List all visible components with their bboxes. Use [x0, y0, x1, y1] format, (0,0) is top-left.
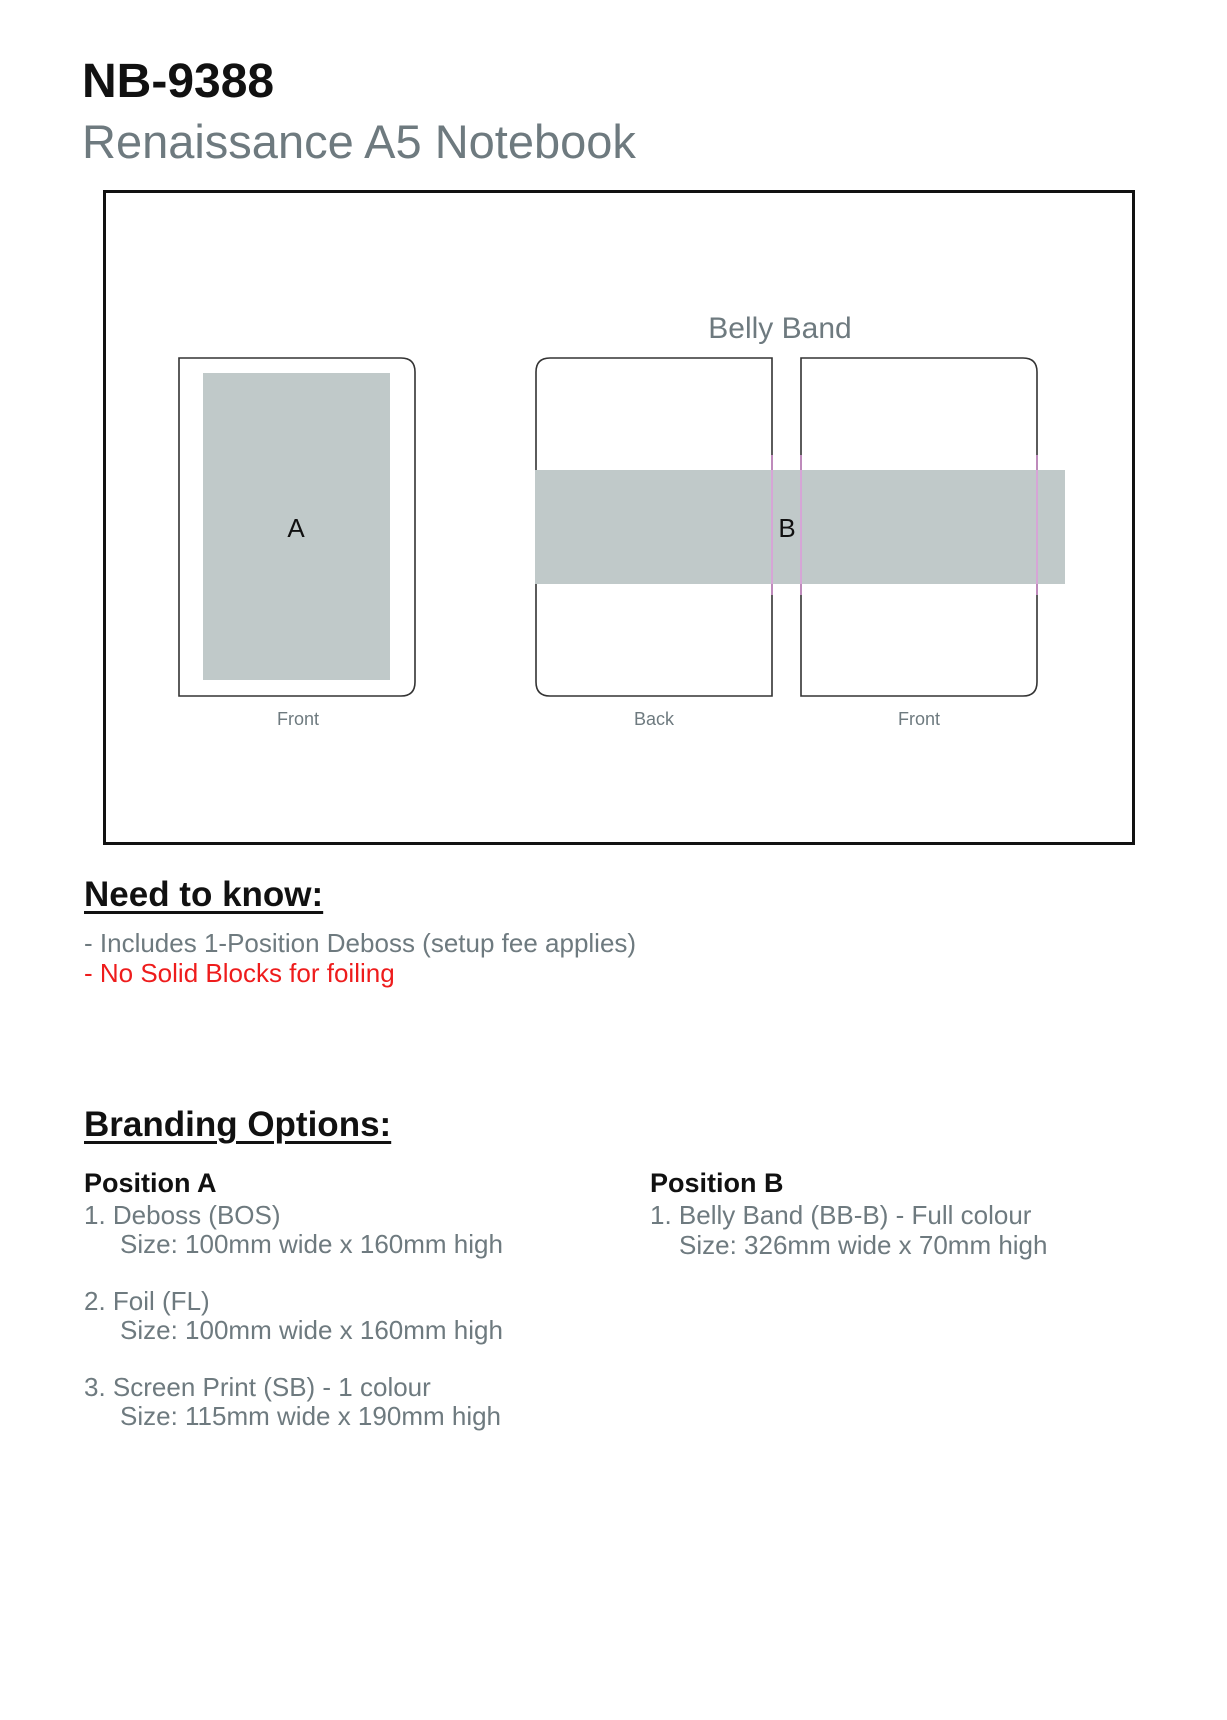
product-code: NB-9388 — [82, 55, 275, 108]
position-a-option-name: 1. Deboss (BOS) — [84, 1200, 281, 1230]
position-b-option-size: Size: 326mm wide x 70mm high — [679, 1230, 1048, 1260]
need-to-know-line: - Includes 1-Position Deboss (setup fee applies) — [84, 928, 637, 958]
need-to-know-title: Need to know: — [84, 875, 324, 914]
position-b-option-name: 1. Belly Band (BB-B) - Full colour — [650, 1200, 1032, 1230]
product-name: Renaissance A5 Notebook — [82, 115, 636, 168]
position-a-option-size: Size: 100mm wide x 160mm high — [120, 1229, 503, 1259]
position-a-option-size: Size: 115mm wide x 190mm high — [120, 1401, 502, 1431]
position-a-option-name: 2. Foil (FL) — [84, 1286, 210, 1316]
caption-front-left: Front — [276, 709, 320, 729]
position-a-option-size: Size: 100mm wide x 160mm high — [120, 1315, 503, 1345]
position-a-title: Position A — [84, 1168, 217, 1198]
caption-back: Back — [633, 709, 675, 729]
position-a-option-name: 3. Screen Print (SB) - 1 colour — [84, 1372, 431, 1402]
need-to-know-warning: - No Solid Blocks for foiling — [84, 958, 395, 988]
caption-front-right: Front — [897, 709, 941, 729]
position-b-title: Position B — [650, 1168, 784, 1198]
label-b: B — [778, 513, 796, 543]
label-a: A — [287, 513, 305, 543]
belly-band-title: Belly Band — [708, 312, 852, 345]
branding-options-title: Branding Options: — [84, 1105, 392, 1144]
belly-band-print-area-b — [535, 470, 1065, 584]
